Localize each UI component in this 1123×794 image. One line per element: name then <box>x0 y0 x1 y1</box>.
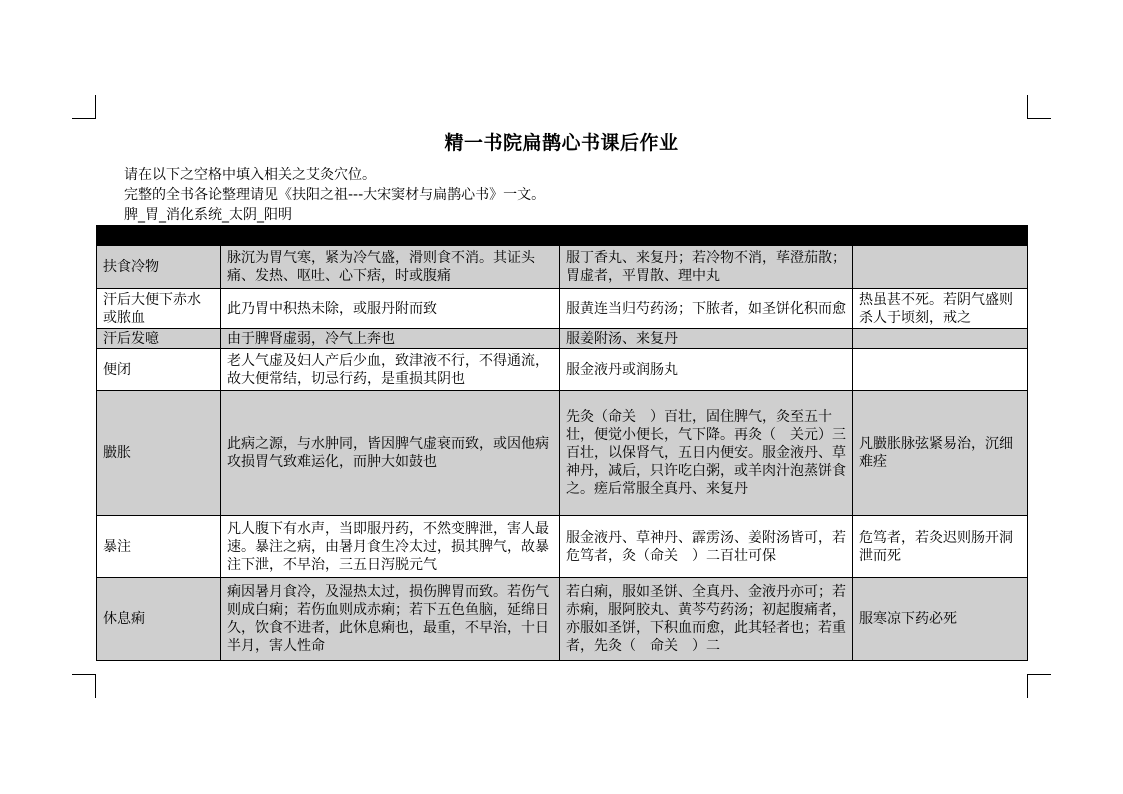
table-row <box>97 516 1028 578</box>
table-header-bar <box>97 226 1028 246</box>
row-note[interactable] <box>853 246 1028 289</box>
row-name: 臌胀 <box>97 391 221 516</box>
intro-line-2: 完整的全书各论整理请见《扶阳之祖---大宋窦材与扁鹊心书》一文。 <box>124 187 546 203</box>
table-row <box>97 349 1028 391</box>
intro-line-3: 脾_胃_消化系统_太阴_阳明 <box>124 207 292 223</box>
row-treatment: 服金液丹、草神丹、霹雳汤、姜附汤皆可，若危笃者，灸（命关 ）二百壮可保 <box>560 516 853 578</box>
row-treatment: 服姜附汤、来复丹 <box>560 329 853 349</box>
row-description: 老人气虚及妇人产后少血，致津液不行，不得通流，故大便常结，切忌行药，是重损其阴也 <box>221 349 560 391</box>
row-treatment: 服金液丹或润肠丸 <box>560 349 853 391</box>
table-row <box>97 329 1028 349</box>
row-treatment: 若白痢，服如圣饼、全真丹、金液丹亦可；若赤痢，服阿胶丸、黄芩芍药汤；初起腹痛者，亦服如圣饼，下积血而愈，此其轻者也；若重者，先灸（ 命关 ）二 <box>560 578 853 661</box>
row-description: 此病之源，与水肿同，皆因脾气虚衰而致，或因他病攻损胃气致难运化，而肿大如鼓也 <box>221 391 560 516</box>
row-treatment: 先灸（命关 ）百壮，固住脾气，灸至五十壮，便觉小便长，气下降。再灸（ 关元）三百壮，以保肾气，五日内便安。服金液丹、草神丹，减后，只许吃白粥，或羊肉汁泡蒸饼食之。瘥后常服全真丹、来复丹 <box>560 391 853 516</box>
table-row <box>97 391 1028 516</box>
row-name: 汗后大便下赤水或脓血 <box>97 289 221 329</box>
row-description: 凡人腹下有水声，当即服丹药，不然变脾泄，害人最速。暴注之病，由暑月食生冷太过，损其脾气，故暴注下泄，不早治，三五日泻脱元气 <box>221 516 560 578</box>
row-description: 脉沉为胃气寒，紧为冷气盛，滑则食不消。其证头痛、发热、呕吐、心下痞，时或腹痛 <box>221 246 560 289</box>
row-description: 由于脾肾虚弱，冷气上奔也 <box>221 329 560 349</box>
acupoint-table <box>96 225 1028 661</box>
page-title: 精一书院扁鹊心书课后作业 <box>444 132 679 154</box>
row-note[interactable] <box>853 349 1028 391</box>
row-name: 汗后发噫 <box>97 329 221 349</box>
row-name: 暴注 <box>97 516 221 578</box>
row-note[interactable] <box>853 329 1028 349</box>
row-name: 休息痢 <box>97 578 221 661</box>
row-treatment: 服黄连当归芍药汤；下脓者，如圣饼化积而愈 <box>560 289 853 329</box>
table-row <box>97 246 1028 289</box>
row-description: 痢因暑月食冷，及湿热太过，损伤脾胃而致。若伤气则成白痢；若伤血则成赤痢；若下五色鱼脑，延绵日久，饮食不进者，此休息痢也，最重，不早治，十日半月，害人性命 <box>221 578 560 661</box>
row-note: 凡臌胀脉弦紧易治，沉细难痊 <box>853 391 1028 516</box>
row-name: 扶食冷物 <box>97 246 221 289</box>
row-note: 危笃者，若灸迟则肠开洞泄而死 <box>853 516 1028 578</box>
row-note: 热虽甚不死。若阴气盛则杀人于顷刻，戒之 <box>853 289 1028 329</box>
row-note: 服寒凉下药必死 <box>853 578 1028 661</box>
row-treatment: 服丁香丸、来复丹；若冷物不消，荜澄茄散；胃虚者，平胃散、理中丸 <box>560 246 853 289</box>
table-row <box>97 289 1028 329</box>
row-name: 便闭 <box>97 349 221 391</box>
row-description: 此乃胃中积热未除，或服丹附而致 <box>221 289 560 329</box>
intro-line-1: 请在以下之空格中填入相关之艾灸穴位。 <box>124 167 376 183</box>
table-row <box>97 578 1028 661</box>
